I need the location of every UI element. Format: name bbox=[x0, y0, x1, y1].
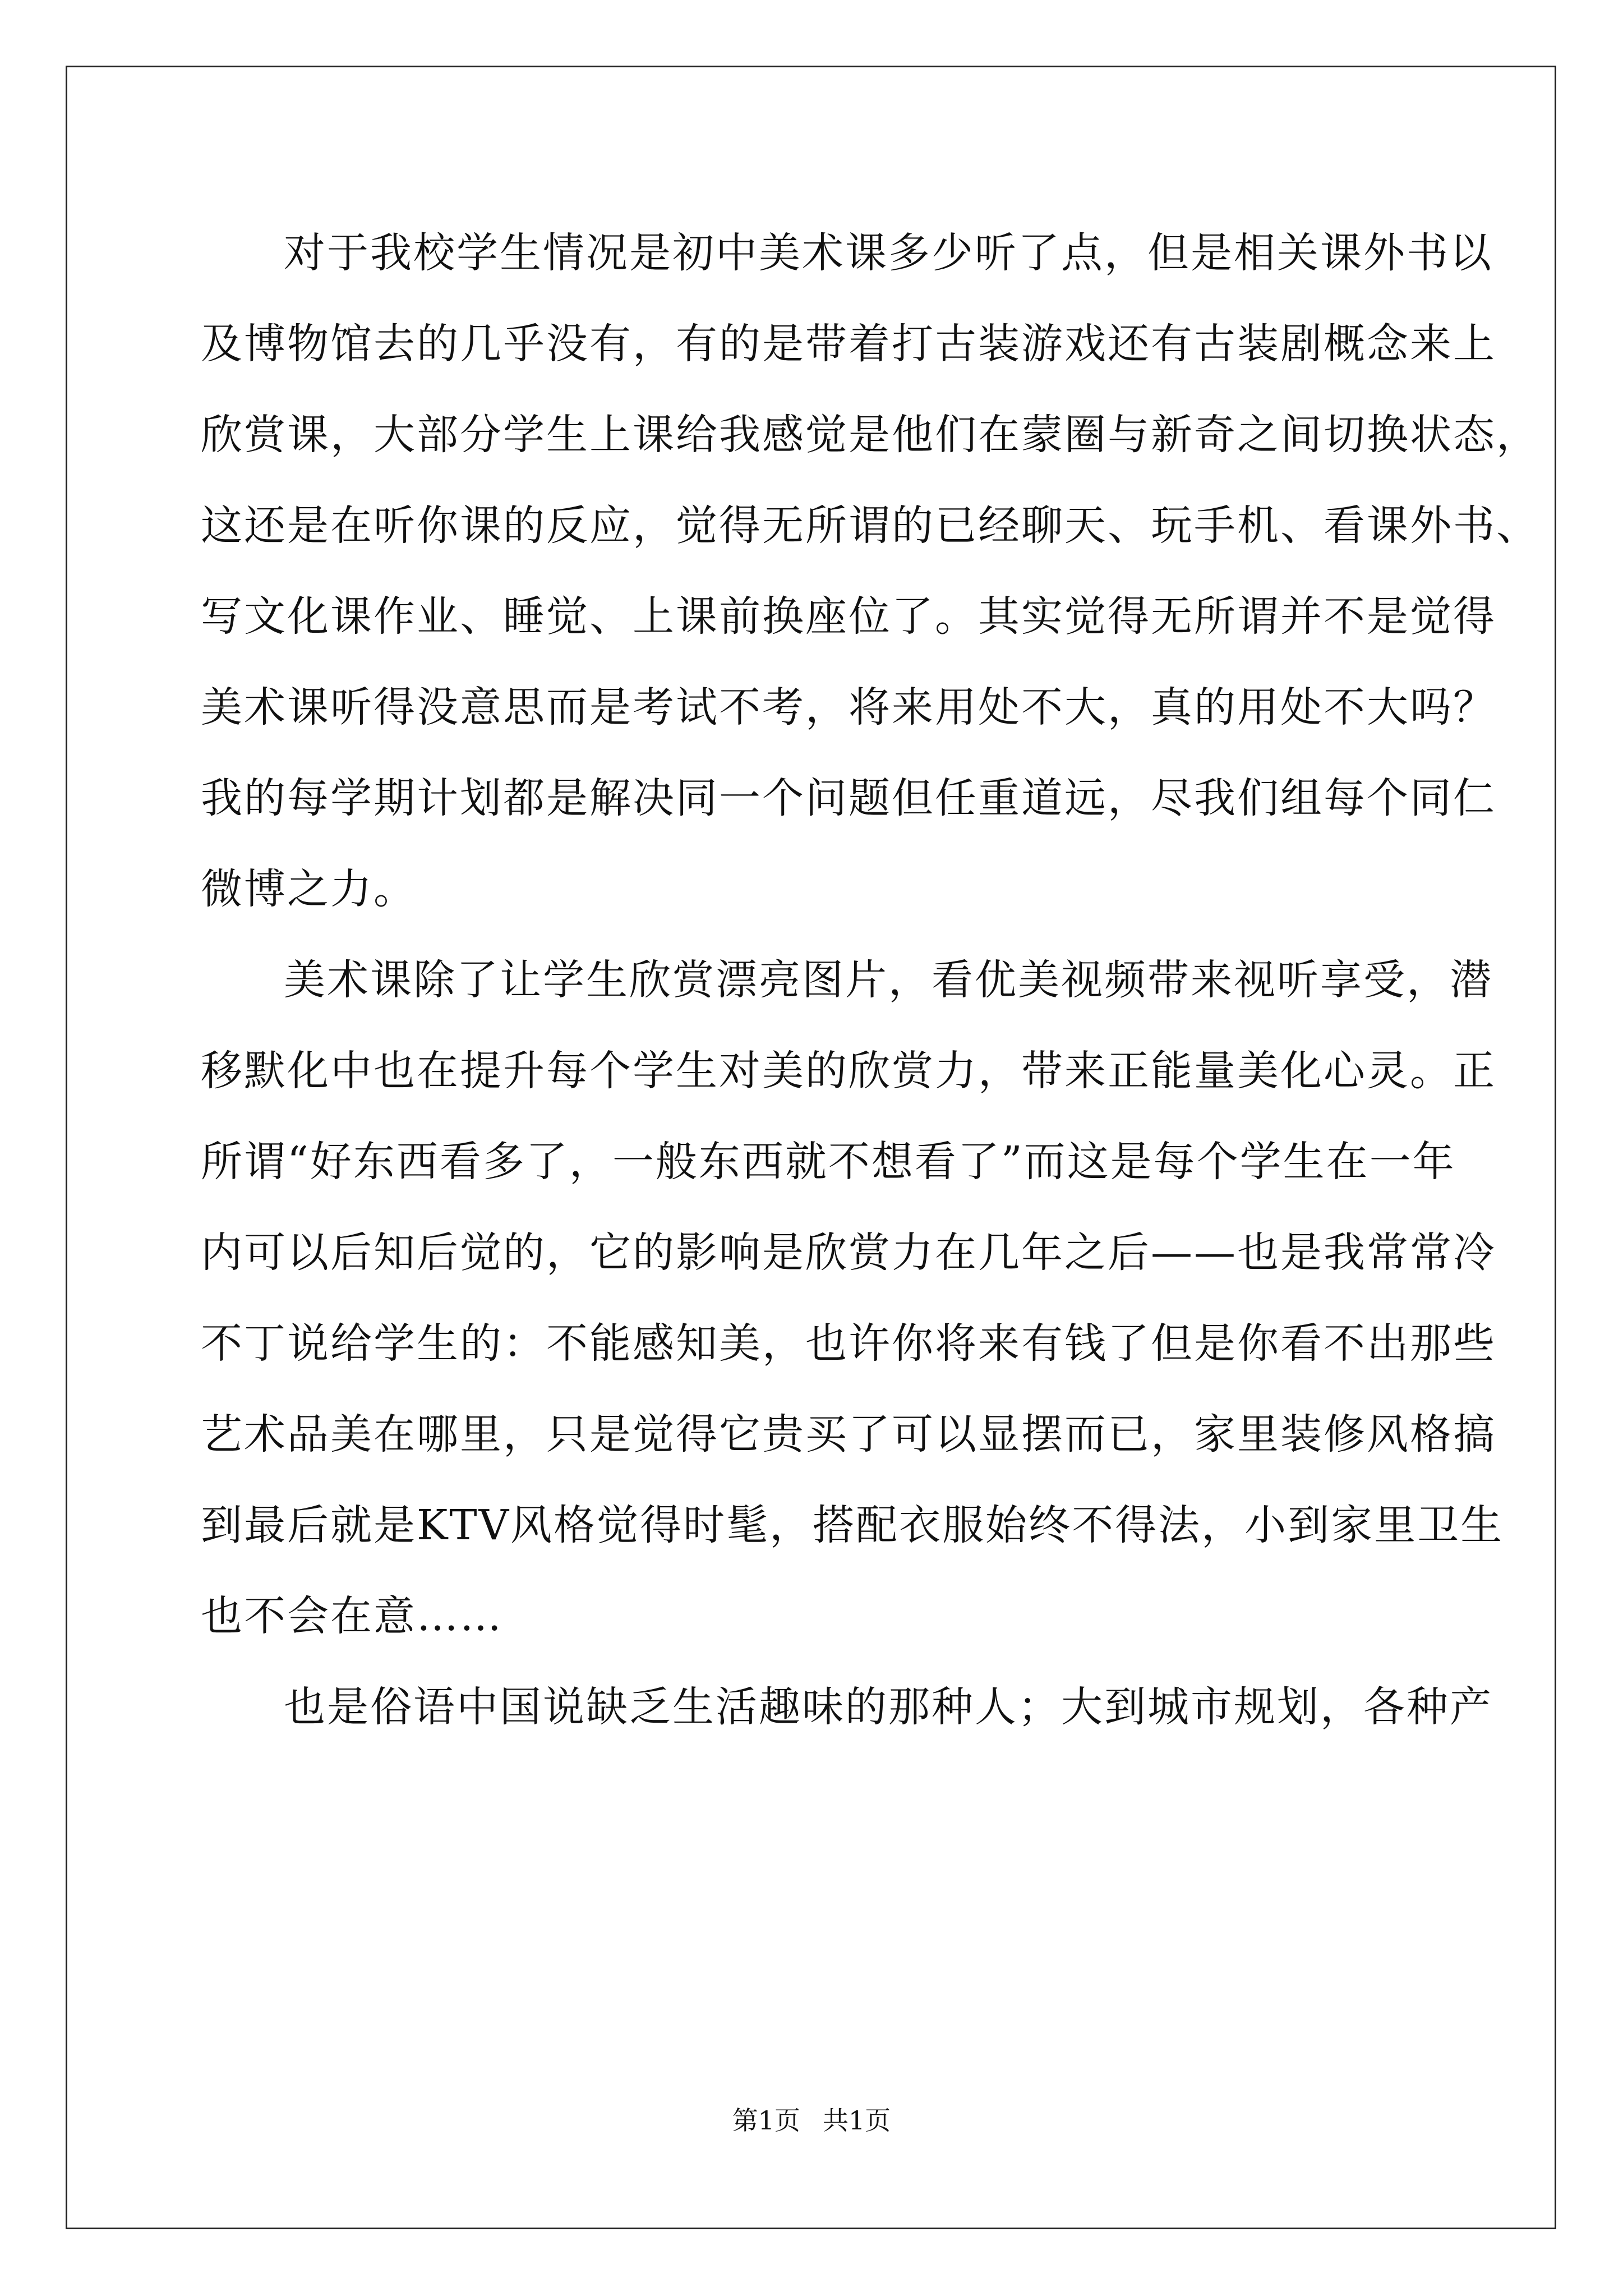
paragraph-line: 微博之力。 bbox=[201, 865, 417, 913]
paragraph-line: 这还是在听你课的反应，觉得无所谓的已经聊天、玩手机、看课外书、 bbox=[201, 501, 1539, 550]
paragraph-line: 内可以后知后觉的，它的影响是欣赏力在几年之后——也是我常常冷 bbox=[201, 1228, 1496, 1277]
paragraph-line: 及博物馆去的几乎没有，有的是带着打古装游戏还有古装剧概念来上 bbox=[201, 320, 1496, 368]
paragraph-line: 所谓“好东西看多了，一般东西就不想看了”而这是每个学生在一年 bbox=[201, 1138, 1456, 1186]
paragraph-line: 美术课听得没意思而是考试不考，将来用处不大，真的用处不大吗？ bbox=[201, 683, 1496, 731]
paragraph-line: 艺术品美在哪里，只是觉得它贵买了可以显摆而已，家里装修风格搞 bbox=[201, 1410, 1496, 1458]
paragraph-line: 写文化课作业、睡觉、上课前换座位了。其实觉得无所谓并不是觉得 bbox=[201, 592, 1496, 641]
paragraph-line: 到最后就是KTV风格觉得时髦，搭配衣服始终不得法，小到家里卫生 bbox=[201, 1501, 1504, 1549]
paragraph-line: 对于我校学生情况是初中美术课多少听了点，但是相关课外书以 bbox=[284, 229, 1493, 277]
page-footer bbox=[0, 2104, 1623, 2137]
paragraph-line: 不丁说给学生的：不能感知美，也许你将来有钱了但是你看不出那些 bbox=[201, 1319, 1496, 1368]
paragraph-line: 我的每学期计划都是解决同一个问题但任重道远，尽我们组每个同仁 bbox=[201, 774, 1496, 822]
page-number: 第1页 bbox=[732, 2105, 800, 2136]
paragraph-line: 欣赏课，大部分学生上课给我感觉是他们在蒙圈与新奇之间切换状态， bbox=[201, 411, 1539, 459]
page-total: 共1页 bbox=[823, 2105, 891, 2136]
document-body bbox=[201, 208, 1539, 1752]
paragraph-line: 也不会在意…… bbox=[201, 1592, 503, 1640]
paragraph-line: 也是俗语中国说缺乏生活趣味的那种人；大到城市规划，各种产 bbox=[284, 1683, 1493, 1731]
paragraph-line: 美术课除了让学生欣赏漂亮图片，看优美视频带来视听享受，潜 bbox=[284, 956, 1493, 1004]
paragraph-line: 移默化中也在提升每个学生对美的欣赏力，带来正能量美化心灵。正 bbox=[201, 1047, 1496, 1095]
